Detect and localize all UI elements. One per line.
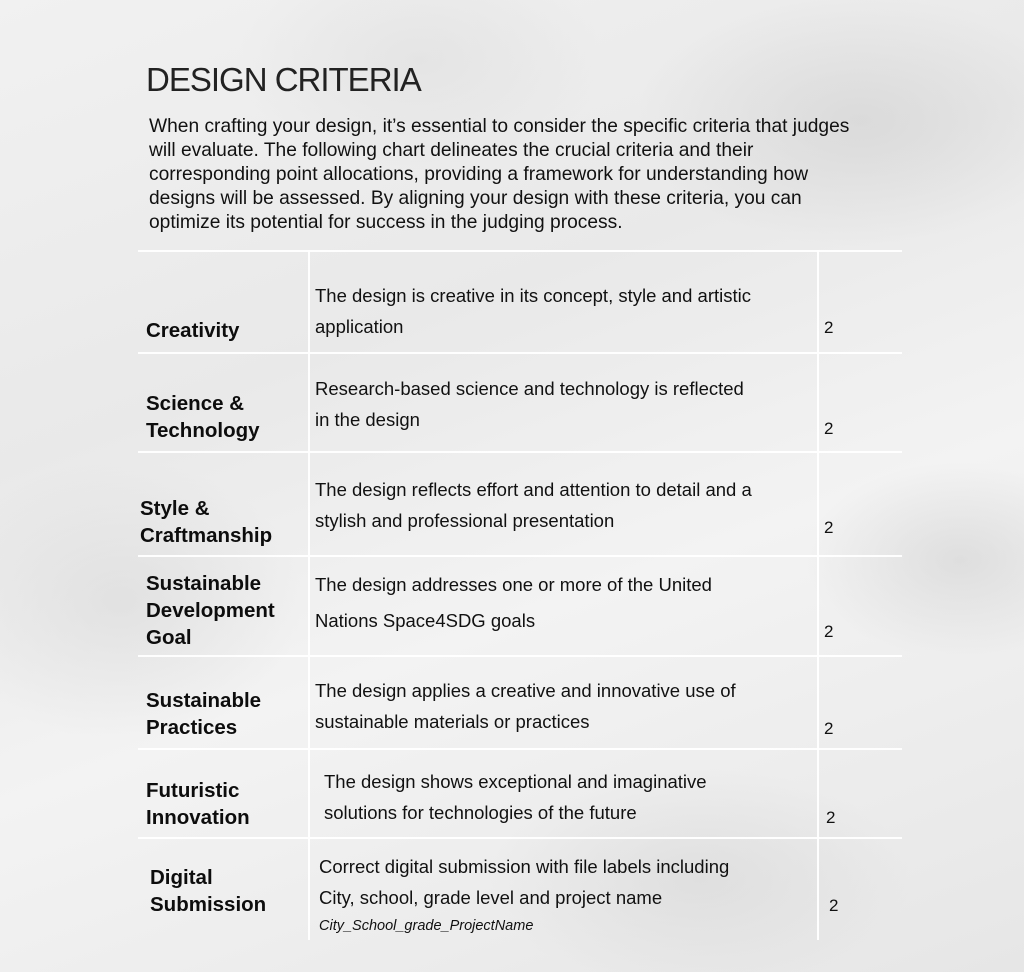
description-line: The design applies a creative and innovative use of bbox=[315, 680, 736, 701]
criterion-points: 2 bbox=[824, 518, 834, 537]
criterion-name bbox=[140, 495, 272, 549]
description-line: The design addresses one or more of the United bbox=[315, 574, 712, 595]
criterion-name bbox=[146, 317, 239, 344]
criterion-points: 2 bbox=[824, 419, 834, 438]
intro-line: designs will be assessed. By aligning your design with these criteria, you can bbox=[149, 188, 802, 209]
criterion-name bbox=[146, 687, 261, 741]
criterion-name-line: Sustainable bbox=[146, 689, 262, 712]
criterion-name-line: Craftmanship bbox=[140, 524, 273, 547]
criterion-name-line: Practices bbox=[146, 716, 238, 739]
criterion-description bbox=[315, 373, 744, 435]
description-line: sustainable materials or practices bbox=[315, 711, 590, 732]
criterion-name bbox=[146, 390, 260, 444]
intro-line: optimize its potential for success in the judging process. bbox=[149, 212, 623, 233]
criterion-name-line: Technology bbox=[146, 419, 260, 442]
description-line: City, school, grade level and project name bbox=[319, 887, 663, 908]
table-divider-horizontal bbox=[138, 837, 902, 839]
intro-line: When crafting your design, it’s essential to consider the specific criteria that judges bbox=[149, 116, 850, 137]
description-line: The design shows exceptional and imaginative bbox=[324, 771, 707, 792]
criterion-points: 2 bbox=[824, 719, 834, 738]
description-line: The design is creative in its concept, style and artistic bbox=[315, 285, 751, 306]
criterion-name-line: Creativity bbox=[146, 319, 240, 342]
criterion-description bbox=[315, 280, 751, 342]
page-title: DESIGN CRITERIA bbox=[146, 61, 421, 98]
criterion-name bbox=[146, 777, 250, 831]
table-divider-horizontal bbox=[138, 451, 902, 453]
criterion-name bbox=[150, 864, 266, 918]
description-line: Research-based science and technology is reflected bbox=[315, 378, 744, 399]
criterion-description bbox=[315, 675, 736, 737]
table-divider-horizontal bbox=[138, 555, 902, 557]
description-line: solutions for technologies of the future bbox=[324, 802, 637, 823]
criterion-name bbox=[146, 570, 275, 651]
criterion-name-line: Goal bbox=[146, 626, 192, 649]
criterion-name-line: Innovation bbox=[146, 806, 250, 829]
table-divider-horizontal bbox=[138, 352, 902, 354]
file-name-example: City_School_grade_ProjectName bbox=[319, 918, 534, 934]
table-divider-horizontal bbox=[138, 748, 902, 750]
criterion-points: 2 bbox=[826, 808, 836, 827]
description-line: stylish and professional presentation bbox=[315, 510, 615, 531]
description-line: in the design bbox=[315, 409, 420, 430]
description-line: The design reflects effort and attention to detail and a bbox=[315, 479, 752, 500]
intro-paragraph bbox=[149, 115, 924, 235]
criterion-name-line: Science & bbox=[146, 392, 244, 415]
criterion-name-line: Digital bbox=[150, 866, 213, 889]
description-line: Nations Space4SDG goals bbox=[315, 610, 536, 631]
criterion-name-line: Submission bbox=[150, 893, 267, 916]
criterion-name-line: Sustainable bbox=[146, 572, 262, 595]
table-divider-horizontal bbox=[138, 655, 902, 657]
table-divider-horizontal bbox=[138, 250, 902, 252]
criterion-description bbox=[315, 474, 752, 536]
criterion-name-line: Futuristic bbox=[146, 779, 240, 802]
criterion-points: 2 bbox=[829, 896, 839, 915]
intro-line: will evaluate. The following chart delineates the crucial criteria and their bbox=[149, 140, 754, 161]
criterion-description bbox=[324, 766, 707, 828]
criterion-description bbox=[315, 567, 712, 639]
criterion-description bbox=[319, 851, 729, 913]
intro-line: corresponding point allocations, providing a framework for understanding how bbox=[149, 164, 809, 185]
criterion-name-line: Style & bbox=[140, 497, 210, 520]
criterion-points: 2 bbox=[824, 318, 834, 337]
criterion-points: 2 bbox=[824, 622, 834, 641]
criterion-name-line: Development bbox=[146, 599, 275, 622]
description-line: Correct digital submission with file labels including bbox=[319, 856, 730, 877]
description-line: application bbox=[315, 316, 404, 337]
